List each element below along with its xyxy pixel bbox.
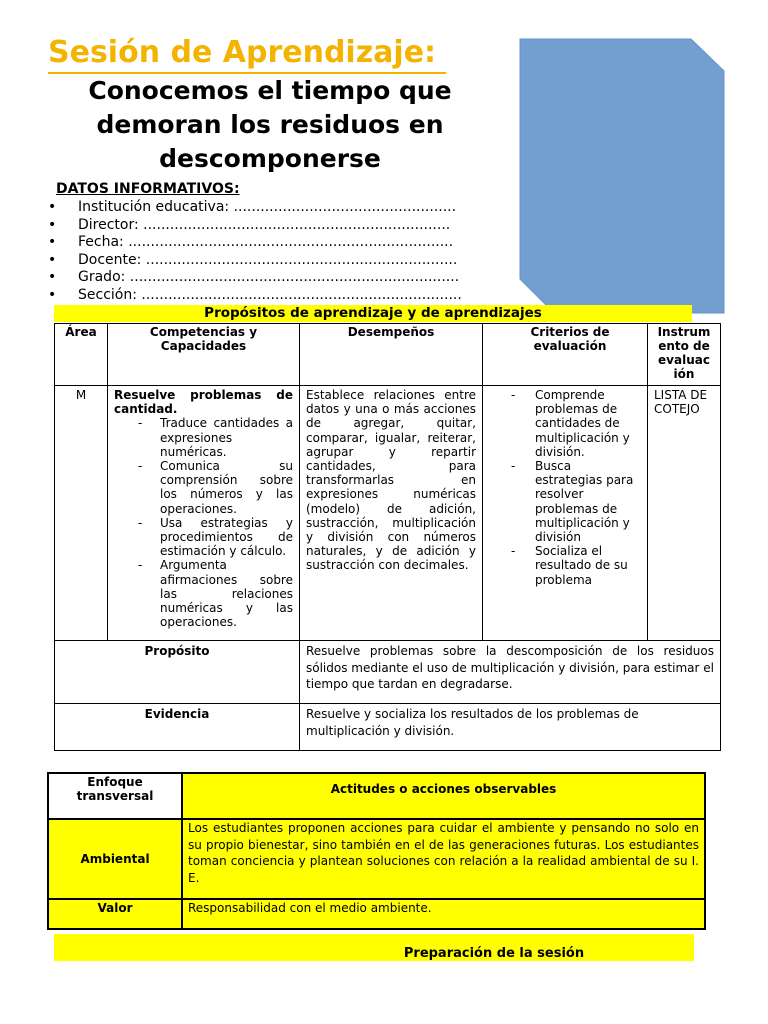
datos-item: [48, 252, 548, 270]
list-item: - Comunica su comprensión sobre los números y las operaciones.: [160, 459, 293, 516]
datos-item: [48, 199, 548, 217]
datos-item: [48, 287, 548, 305]
table-row: [55, 386, 721, 641]
propositos-table: [54, 323, 721, 751]
list-item: - Busca estrategias para resolver problemas de multiplicación y división: [535, 459, 641, 544]
datos-item-text: Docente: ......................................................................: [78, 251, 458, 268]
evidencia-text: Resuelve y socializa los resultados de los problemas de multiplicación y división.: [300, 704, 721, 751]
bullet: •: [48, 234, 57, 250]
bullet: •: [48, 269, 57, 285]
datos-item: [48, 217, 548, 235]
datos-item: [48, 234, 548, 252]
blue-folded-corner-shape: [519, 38, 725, 314]
criterios-list: [489, 388, 641, 587]
list-item: - Usa estrategias y procedimientos de estimación y cálculo.: [160, 516, 293, 559]
header-instrumento: Instrum ento de evaluac ión: [648, 324, 721, 386]
evidencia-label: Evidencia: [55, 704, 300, 751]
header-competencias: Competencias y Capacidades: [108, 324, 300, 386]
table-header-row: [55, 324, 721, 386]
datos-item-text: Grado: ..........................................................................: [78, 269, 460, 285]
datos-item: [48, 269, 548, 287]
datos-list: [48, 199, 548, 304]
bullet: •: [48, 199, 57, 215]
table-row: [55, 704, 721, 751]
datos-item-text: Institución educativa: ..................................................: [78, 199, 457, 215]
list-item: - Socializa el resultado de su problema: [535, 544, 641, 587]
competencias-cell: [108, 386, 300, 641]
area-cell: M: [55, 386, 108, 641]
competencia-title: Resuelve problemas de cantidad.: [114, 388, 293, 417]
header-criterios: Criterios de evaluación: [483, 324, 648, 386]
valor-label: Valor: [48, 899, 182, 929]
list-item: - Argumenta afirmaciones sobre las relaciones numéricas y las operaciones.: [160, 558, 293, 629]
propositos-heading: Propósitos de aprendizaje y de aprendizajes: [54, 305, 692, 322]
datos-item-text: Fecha: .........................................................................: [78, 234, 454, 250]
session-subtitle: Conocemos el tiempo que demoran los residuos en descomponerse: [88, 76, 452, 173]
list-item: - Traduce cantidades a expresiones numéricas.: [160, 416, 293, 459]
proposito-label: Propósito: [55, 641, 300, 704]
datos-heading: DATOS INFORMATIVOS:: [56, 181, 240, 197]
list-item: - Comprende problemas de cantidades de multiplicación y división.: [535, 388, 641, 459]
capacidades-list: [114, 416, 293, 629]
table-row: [48, 819, 705, 899]
datos-item-text: Director: .....................................................................: [78, 216, 451, 233]
ambiental-text: Los estudiantes proponen acciones para cuidar el ambiente y pensando no solo en su propio bienestar, sino también en el de las generaciones futuras. Los estudiantes toman conciencia y plantean soluciones con relación a la realidad ambiental de su I. E.: [182, 819, 705, 899]
table-header-row: [48, 773, 705, 819]
bullet: •: [48, 251, 57, 268]
session-title: Sesión de Aprendizaje:: [48, 34, 446, 74]
bullet: •: [48, 286, 57, 303]
table-row: [48, 899, 705, 929]
proposito-text: Resuelve problemas sobre la descomposición de los residuos sólidos mediante el uso de multiplicación y división, para estimar el tiempo que tardan en degradarse.: [300, 641, 721, 704]
enfoque-header: Enfoque transversal: [48, 773, 182, 819]
header-area: Área: [55, 324, 108, 386]
table-row: [55, 641, 721, 704]
criterios-cell: [483, 386, 648, 641]
header-desempenos: Desempeños: [300, 324, 483, 386]
instrumento-cell: LISTA DE COTEJO: [648, 386, 721, 641]
datos-item-text: Sección: ........................................................................: [78, 286, 462, 303]
preparacion-heading: Preparación de la sesión: [403, 946, 585, 961]
desempeno-cell: Establece relaciones entre datos y una o más acciones de agregar, quitar, comparar, igualar, reiterar, agrupar y repartir cantidades, para transformarlas en expresiones numéricas (modelo) de adición, sustracción, multiplicación y división con números naturales, y de adición y sustracción con decimales.: [300, 386, 483, 641]
bullet: •: [48, 216, 57, 233]
actitudes-header: Actitudes o acciones observables: [182, 773, 705, 819]
enfoque-table: [47, 772, 706, 930]
valor-text: Responsabilidad con el medio ambiente.: [182, 899, 705, 929]
ambiental-label: Ambiental: [48, 819, 182, 899]
preparacion-heading-bar: [54, 934, 694, 961]
